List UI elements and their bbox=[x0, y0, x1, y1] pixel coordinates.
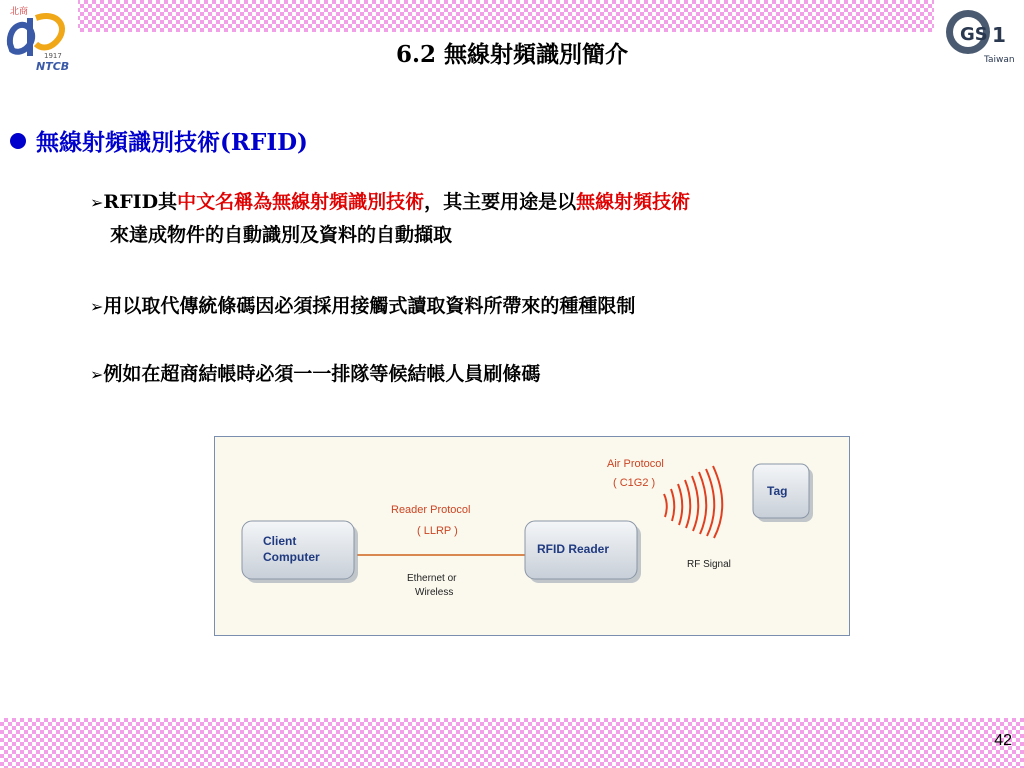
arrow-bullet-icon: ➢ bbox=[90, 297, 104, 316]
rfid-diagram-graphic bbox=[215, 437, 849, 635]
rfid-system-diagram bbox=[214, 436, 850, 636]
c1g2-label: ( C1G2 ) bbox=[613, 477, 656, 489]
ntcb-logo-year: 1917 bbox=[44, 52, 62, 60]
sub-bullet-text: ，其主要用途是以 bbox=[424, 191, 577, 213]
main-bullet-label: 無線射頻識別技術(RFID) bbox=[36, 129, 308, 156]
page-number: 42 bbox=[994, 732, 1012, 749]
tag-box bbox=[753, 464, 813, 522]
highlight-text: 中文名稱為無線射頻識別技術 bbox=[177, 191, 425, 213]
slide-title: 6.2 無線射頻識別簡介 bbox=[395, 41, 629, 68]
reader-protocol-label: Reader Protocol bbox=[391, 504, 471, 516]
gs1-logo-country-text: Taiwan bbox=[984, 55, 1015, 65]
client-computer-box bbox=[242, 521, 358, 583]
ethernet-label-line1: Ethernet or bbox=[407, 573, 457, 584]
arrow-bullet-icon: ➢ bbox=[90, 365, 104, 384]
rfid-reader-box bbox=[525, 521, 641, 583]
sub-bullet-rfid-definition bbox=[90, 186, 990, 251]
sub-bullet-text: 例如在超商結帳時必須一一排隊等候結帳人員刷條碼 bbox=[103, 363, 541, 385]
ntcb-logo-top-text: 北商 bbox=[10, 7, 29, 17]
main-bullet bbox=[10, 124, 308, 157]
ethernet-label-line2: Wireless bbox=[415, 587, 454, 598]
llrp-label: ( LLRP ) bbox=[417, 525, 458, 537]
bullet-dot-icon bbox=[10, 133, 26, 149]
highlight-text: 無線射頻技術 bbox=[576, 191, 691, 213]
sub-bullet-example bbox=[90, 358, 540, 391]
sub-bullet-text: 用以取代傳統條碼因必須採用接觸式讀取資料所帶來的種種限制 bbox=[103, 295, 636, 317]
sub-bullet-replace-barcode bbox=[90, 290, 635, 323]
top-decorative-band bbox=[0, 0, 1024, 32]
sub-bullet-continuation: 來達成物件的自動識別及資料的自動擷取 bbox=[110, 224, 453, 246]
bottom-decorative-band bbox=[0, 718, 1024, 768]
client-label-line2: Computer bbox=[263, 550, 320, 564]
client-label-line1: Client bbox=[263, 534, 297, 548]
air-protocol-label: Air Protocol bbox=[607, 458, 664, 470]
arrow-bullet-icon: ➢ bbox=[90, 193, 104, 212]
gs1-logo-gs-text: GS bbox=[960, 24, 988, 45]
sub-bullet-text: RFID其 bbox=[103, 191, 178, 213]
gs1-logo-one-text: 1 bbox=[992, 23, 1006, 47]
tag-label: Tag bbox=[767, 484, 788, 498]
rf-signal-waves-icon bbox=[664, 466, 722, 538]
ntcb-logo-name: NTCB bbox=[36, 60, 70, 73]
rfid-reader-label: RFID Reader bbox=[537, 542, 610, 556]
rf-signal-label: RF Signal bbox=[687, 559, 731, 570]
